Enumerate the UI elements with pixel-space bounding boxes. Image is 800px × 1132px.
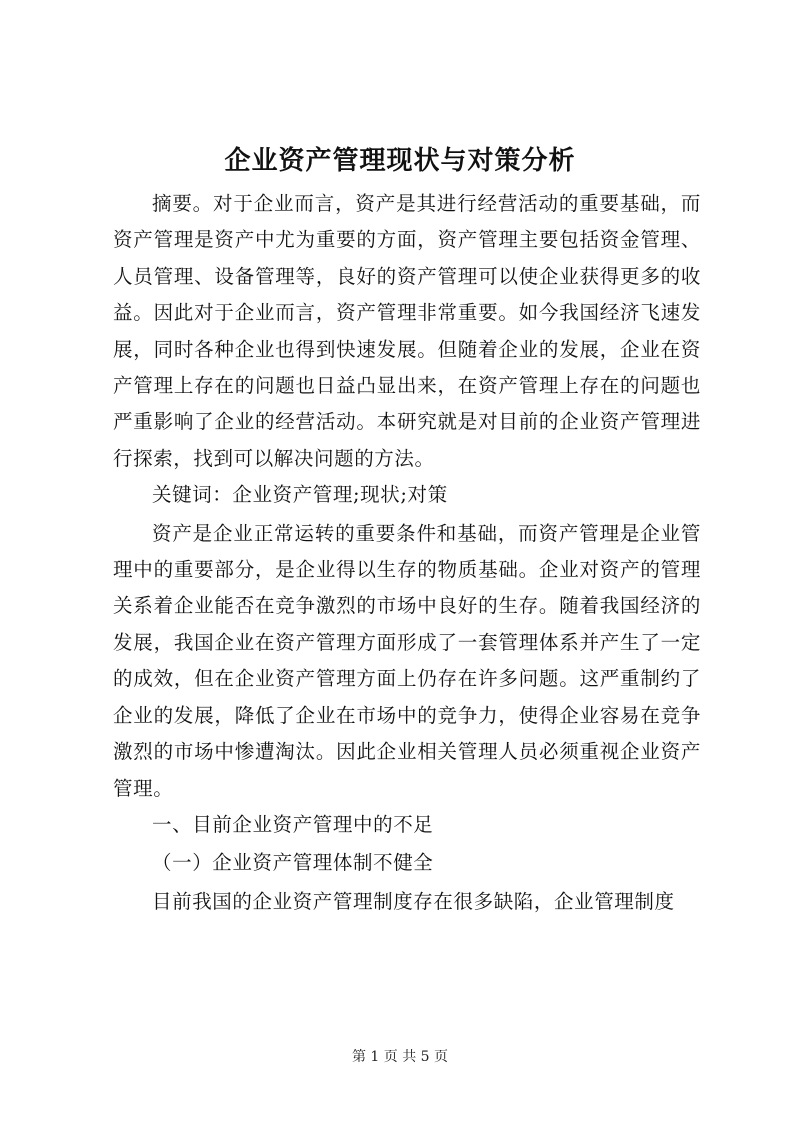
keywords-paragraph: 关键词：企业资产管理;现状;对策 [152,483,448,507]
document-title: 企业资产管理现状与对策分析 [224,146,576,176]
section-heading: 一、目前企业资产管理中的不足 [152,812,434,836]
abstract-paragraph: 摘要。对于企业而言，资产是其进行经营活动的重要基础，而资产管理是资产中尤为重要的方面，资产管理主要包括资金管理、人员管理、设备管理等，良好的资产管理可以使企业获得更多的收益。因此对于企业而言，资产管理非常重要。如今我国经济飞速发展，同时各种企业也得到快速发展。但随着企业的发展，企业在资产管理上存在的问题也日益凸显出来，在资产管理上存在的问题也严重影响了企业的经营活动。本研究就是对目前的企业资产管理进行探索，找到可以解决问题的方法。 [113,192,701,470]
body-paragraph: 目前我国的企业资产管理制度存在很多缺陷，企业管理制度 [152,889,675,913]
page-footer: 第 1 页 共 5 页 [351,1049,449,1065]
subsection-heading: （一）企业资产管理体制不健全 [152,851,434,875]
document-body [113,186,701,920]
intro-paragraph: 资产是企业正常运转的重要条件和基础，而资产管理是企业管理中的重要部分，是企业得以生存的物质基础。企业对资产的管理关系着企业能否在竞争激烈的市场中良好的生存。随着我国经济的发展，我国企业在资产管理方面形成了一套管理体系并产生了一定的成效，但在企业资产管理方面上仍存在许多问题。这严重制约了企业的发展，降低了企业在市场中的竞争力，使得企业容易在竞争激烈的市场中惨遭淘汰。因此企业相关管理人员必须重视企业资产管理。 [113,521,701,800]
